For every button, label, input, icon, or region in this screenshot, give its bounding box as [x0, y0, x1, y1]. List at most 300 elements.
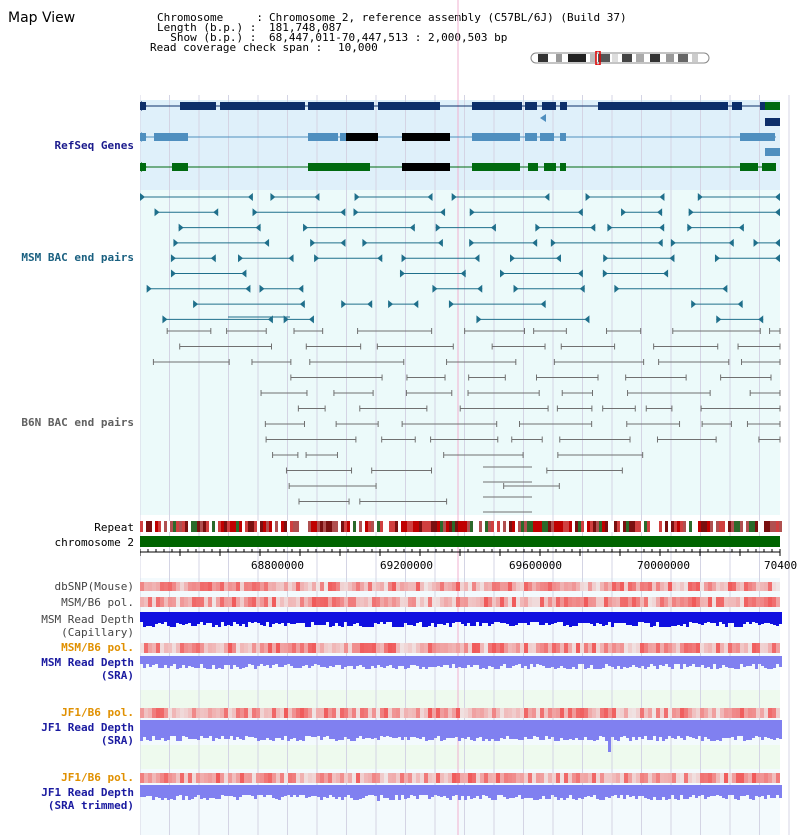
jf1-depth-sra-bar — [515, 720, 518, 739]
jf1-depth-sra-bar — [692, 720, 695, 738]
msm-depth-capillary-bar — [449, 612, 452, 627]
jf1-depth-trimmed-bar — [263, 785, 266, 797]
msm-b6-pol-cell — [240, 597, 244, 607]
dbsnp-cell — [604, 582, 608, 591]
msm-depth-capillary-bar — [569, 612, 572, 627]
dbsnp-cell — [592, 582, 596, 591]
msm-depth-capillary-bar — [767, 612, 770, 623]
jf1-b6-pol-cell — [364, 708, 368, 718]
jf1-depth-trimmed-bar — [680, 785, 683, 795]
msm-depth-capillary-bar — [674, 612, 677, 626]
dbsnp-cell — [576, 582, 580, 591]
repeat-segment — [212, 521, 215, 532]
repeat-segment — [410, 521, 413, 532]
jf1-b6-pol-2-cell — [764, 773, 768, 783]
repeat-segment — [767, 521, 770, 532]
jf1-b6-pol-cell — [612, 708, 616, 718]
msm-b6-pol-cell — [388, 597, 392, 607]
jf1-b6-pol-cell — [192, 708, 196, 718]
jf1-b6-pol-2-cell — [416, 773, 420, 783]
msm-depth-capillary-bar — [662, 612, 665, 627]
dbsnp-cell — [260, 582, 264, 591]
jf1-b6-pol-cell — [456, 708, 460, 718]
jf1-depth-trimmed-bar — [482, 785, 485, 795]
jf1-b6-pol-2-cell — [492, 773, 496, 783]
dbsnp-cell — [436, 582, 440, 591]
jf1-depth-sra-bar — [560, 720, 563, 738]
msm-depth-capillary-bar — [209, 612, 212, 623]
jf1-b6-pol-cell — [416, 708, 420, 718]
jf1-depth-trimmed-bar — [164, 785, 167, 798]
msm-depth-sra-bar — [296, 656, 299, 668]
repeat-segment — [269, 521, 272, 532]
msm-depth-sra-bar — [320, 656, 323, 667]
msm-depth-capillary-bar — [713, 612, 716, 623]
msm-depth-capillary-bar — [206, 612, 209, 623]
jf1-depth-trimmed-bar — [260, 785, 263, 795]
msm-b6-pol-2-cell — [168, 643, 172, 653]
msm-b6-pol-cell — [592, 597, 596, 607]
repeat-segment — [620, 521, 623, 532]
msm-b6-pol-2-cell — [772, 643, 776, 653]
msm-b6-pol-cell — [144, 597, 148, 607]
repeat-segment — [506, 521, 509, 532]
msm-depth-sra-bar — [761, 656, 764, 666]
repeat-segment — [755, 521, 758, 532]
jf1-depth-trimmed-bar — [614, 785, 617, 795]
msm-b6-pol-cell — [512, 597, 516, 607]
jf1-b6-pol-2-cell — [564, 773, 568, 783]
map-canvas[interactable] — [140, 0, 800, 835]
msm-depth-sra-bar — [581, 656, 584, 664]
msm-depth-capillary-bar — [302, 612, 305, 623]
jf1-depth-sra-bar — [176, 720, 179, 741]
repeat-segment — [383, 521, 386, 532]
jf1-depth-sra-bar — [509, 720, 512, 739]
jf1-depth-sra-bar — [365, 720, 368, 738]
msm-depth-sra-bar — [542, 656, 545, 666]
msm-depth-sra-bar — [512, 656, 515, 666]
repeat-segment — [521, 521, 524, 532]
jf1-b6-pol-cell — [504, 708, 508, 718]
msm-depth-capillary-bar — [743, 612, 746, 624]
msm-b6-pol-2-cell — [764, 643, 768, 653]
repeat-segment — [749, 521, 752, 532]
msm-depth-capillary-bar — [749, 612, 752, 624]
jf1-b6-pol-2-cell — [660, 773, 664, 783]
repeat-segment — [422, 521, 425, 532]
jf1-depth-sra-bar — [500, 720, 503, 738]
jf1-b6-pol-cell — [768, 708, 772, 718]
msm-depth-sra-bar — [659, 656, 662, 665]
msm-depth-sra-bar — [224, 656, 227, 665]
msm-depth-capillary-bar — [293, 612, 296, 624]
gene-black-block — [402, 163, 450, 171]
jf1-depth-sra-bar — [266, 720, 269, 738]
repeat-segment — [623, 521, 626, 532]
msm-b6-pol-cell — [500, 597, 504, 607]
jf1-b6-pol-2-cell — [352, 773, 356, 783]
msm-depth-sra-bar — [713, 656, 716, 664]
repeat-segment — [593, 521, 596, 532]
repeat-segment — [161, 521, 164, 532]
msm-b6-pol-2-cell — [504, 643, 508, 653]
jf1-depth-trimmed-bar — [770, 785, 773, 798]
jf1-depth-trimmed-bar — [662, 785, 665, 797]
jf1-depth-trimmed-bar — [587, 785, 590, 796]
msm-depth-sra-bar — [527, 656, 530, 669]
jf1-b6-pol-2-cell — [576, 773, 580, 783]
msm-b6-pol-2-cell — [684, 643, 688, 653]
msm-depth-sra-bar — [683, 656, 686, 664]
msm-depth-capillary-bar — [542, 612, 545, 625]
repeat-segment — [419, 521, 422, 532]
msm-b6-pol-2-cell — [212, 643, 216, 653]
jf1-depth-sra-bar — [230, 720, 233, 736]
jf1-b6-pol-2-cell — [440, 773, 444, 783]
msm-b6-pol-2-cell — [416, 643, 420, 653]
msm-depth-sra-bar — [767, 656, 770, 669]
jf1-b6-pol-cell — [584, 708, 588, 718]
dbsnp-cell — [748, 582, 752, 591]
dbsnp-cell — [244, 582, 248, 591]
msm-depth-capillary-bar — [494, 612, 497, 622]
gene-green-exon — [172, 163, 188, 171]
jf1-depth-sra-bar — [392, 720, 395, 738]
repeat-segment — [446, 521, 449, 532]
jf1-depth-sra-bar — [389, 720, 392, 737]
jf1-depth-trimmed-bar — [386, 785, 389, 798]
msm-depth-sra-bar — [407, 656, 410, 668]
jf1-b6-pol-cell — [776, 708, 780, 718]
jf1-depth-trimmed-bar — [485, 785, 488, 796]
jf1-b6-pol-cell — [728, 708, 732, 718]
dbsnp-cell — [452, 582, 456, 591]
jf1-b6-pol-cell — [592, 708, 596, 718]
jf1-depth-sra-bar — [584, 720, 587, 737]
msm-depth-sra-bar — [632, 656, 635, 665]
jf1-depth-sra-bar — [464, 720, 467, 739]
jf1-b6-pol-2-cell — [224, 773, 228, 783]
repeat-segment — [251, 521, 254, 532]
jf1-b6-pol-2-cell — [176, 773, 180, 783]
jf1-depth-sra-bar — [593, 720, 596, 741]
msm-depth-capillary-bar — [584, 612, 587, 623]
jf1-depth-trimmed-bar — [599, 785, 602, 800]
gene-navy-tail — [765, 118, 780, 126]
msm-depth-capillary-bar — [374, 612, 377, 623]
jf1-b6-pol-cell — [740, 708, 744, 718]
jf1-depth-sra-bar — [302, 720, 305, 741]
msm-b6-pol-cell — [464, 597, 468, 607]
msm-depth-capillary-bar — [359, 612, 362, 626]
msm-b6-pol-cell — [328, 597, 332, 607]
gene-green-exon — [560, 163, 566, 171]
jf1-depth-sra-bar — [647, 720, 650, 740]
repeat-segment — [773, 521, 776, 532]
jf1-depth-sra-bar — [344, 720, 347, 737]
msm-b6-pol-cell — [696, 597, 700, 607]
jf1-depth-trimmed-bar — [254, 785, 257, 799]
dbsnp-cell — [704, 582, 708, 591]
msm-depth-capillary-bar — [338, 612, 341, 626]
jf1-b6-pol-2-cell — [752, 773, 756, 783]
repeat-segment — [263, 521, 266, 532]
repeat-segment — [674, 521, 677, 532]
jf1-depth-trimmed-bar — [452, 785, 455, 796]
jf1-b6-pol-2-cell — [488, 773, 492, 783]
jf1-depth-trimmed-bar — [398, 785, 401, 800]
length-key: Length (b.p.) : — [157, 21, 257, 34]
jf1-depth-sra-bar — [776, 720, 779, 738]
msm-depth-capillary-bar — [653, 612, 656, 626]
msm-depth-capillary-bar — [491, 612, 494, 624]
msm-b6-pol-cell — [564, 597, 568, 607]
repeat-segment — [407, 521, 410, 532]
jf1-b6-pol-2-cell — [692, 773, 696, 783]
msm-depth-sra-bar — [410, 656, 413, 665]
jf1-depth-trimmed-bar — [584, 785, 587, 797]
msm-b6-pol-cell — [292, 597, 296, 607]
jf1-depth-trimmed-bar — [362, 785, 365, 798]
dbsnp-cell — [472, 582, 476, 591]
jf1-b6-pol-2-cell — [536, 773, 540, 783]
dbsnp-cell — [652, 582, 656, 591]
jf1-b6-pol-2-cell — [164, 773, 168, 783]
msm-depth-capillary-bar — [422, 612, 425, 627]
msm-b6-pol-cell — [556, 597, 560, 607]
msm-depth-capillary-bar — [437, 612, 440, 624]
repeat-segment — [197, 521, 200, 532]
msm-b6-pol-2-cell — [592, 643, 596, 653]
jf1-b6-pol-cell — [716, 708, 720, 718]
msm-depth-capillary-bar — [452, 612, 455, 623]
msm-b6-pol-2-cell — [268, 643, 272, 653]
dbsnp-cell — [388, 582, 392, 591]
jf1-depth-sra-bar — [686, 720, 689, 736]
repeat-segment — [230, 521, 233, 532]
msm-depth-capillary-bar — [395, 612, 398, 627]
msm-depth-capillary-bar — [191, 612, 194, 626]
msm-depth-sra-bar — [620, 656, 623, 669]
jf1-depth-trimmed-bar — [716, 785, 719, 795]
jf1-b6-pol-cell — [496, 708, 500, 718]
jf1-b6-pol-cell — [268, 708, 272, 718]
dbsnp-cell — [440, 582, 444, 591]
jf1-depth-sra-bar — [272, 720, 275, 741]
msm-depth-capillary-bar — [635, 612, 638, 626]
msm-b6-pol-cell — [488, 597, 492, 607]
jf1-depth-sra-bar — [413, 720, 416, 737]
jf1-depth-sra-bar — [341, 720, 344, 740]
dbsnp-cell — [532, 582, 536, 591]
jf1-b6-pol-cell — [384, 708, 388, 718]
msm-depth-sra-bar — [644, 656, 647, 669]
jf1-depth-sra-bar — [440, 720, 443, 741]
dbsnp-cell — [348, 582, 352, 591]
jf1-depth-sra-bar — [557, 720, 560, 741]
msm-b6-pol-2-cell — [408, 643, 412, 653]
repeat-segment — [143, 521, 146, 532]
msm-b6-pol-cell — [300, 597, 304, 607]
jf1-depth-sra-bar — [362, 720, 365, 739]
jf1-b6-pol-cell — [672, 708, 676, 718]
jf1-b6-pol-2-cell — [700, 773, 704, 783]
jf1-depth-sra-bar — [620, 720, 623, 737]
msm-depth-capillary-bar — [386, 612, 389, 622]
msm-depth-capillary-bar — [290, 612, 293, 624]
msm-b6-pol-cell — [756, 597, 760, 607]
jf1-depth-sra-bar — [338, 720, 341, 740]
jf1-depth-sra-bar — [689, 720, 692, 737]
msm-depth-capillary-bar — [179, 612, 182, 624]
jf1-depth-sra-bar — [197, 720, 200, 740]
msm-b6-pol-2-cell — [724, 643, 728, 653]
dbsnp-cell — [376, 582, 380, 591]
repeat-segment — [725, 521, 728, 532]
msm-b6-pol-2-cell — [776, 643, 780, 653]
jf1-b6-pol-2-cell — [360, 773, 364, 783]
label-msm-bac: MSM BAC end pairs — [21, 251, 134, 264]
jf1-depth-sra-bar — [587, 720, 590, 740]
msm-depth-sra-bar — [602, 656, 605, 668]
dbsnp-cell — [588, 582, 592, 591]
msm-depth-capillary-bar — [461, 612, 464, 624]
msm-b6-pol-2-cell — [688, 643, 692, 653]
jf1-depth-sra-bar — [425, 720, 428, 741]
msm-depth-sra-bar — [401, 656, 404, 666]
jf1-depth-trimmed-bar — [140, 785, 143, 797]
jf1-b6-pol-cell — [588, 708, 592, 718]
msm-depth-capillary-bar — [428, 612, 431, 626]
jf1-depth-trimmed-bar — [218, 785, 221, 799]
gene-navy-exon — [472, 102, 522, 110]
jf1-depth-trimmed-bar — [698, 785, 701, 796]
jf1-depth-sra-bar — [455, 720, 458, 737]
msm-b6-pol-cell — [188, 597, 192, 607]
jf1-b6-pol-cell — [556, 708, 560, 718]
repeat-segment — [335, 521, 338, 532]
jf1-depth-sra-bar — [728, 720, 731, 738]
jf1-b6-pol-cell — [408, 708, 412, 718]
repeat-segment — [704, 521, 707, 532]
gene-navy-exon — [180, 102, 216, 110]
msm-b6-pol-cell — [288, 597, 292, 607]
msm-b6-pol-cell — [648, 597, 652, 607]
msm-depth-capillary-bar — [347, 612, 350, 626]
msm-b6-pol-cell — [672, 597, 676, 607]
msm-depth-capillary-bar — [518, 612, 521, 623]
jf1-b6-pol-cell — [668, 708, 672, 718]
jf1-depth-trimmed-bar — [242, 785, 245, 795]
msm-b6-pol-cell — [316, 597, 320, 607]
jf1-depth-trimmed-bar — [368, 785, 371, 795]
jf1-depth-trimmed-bar — [206, 785, 209, 800]
repeat-segment — [209, 521, 212, 532]
jf1-b6-pol-2-cell — [464, 773, 468, 783]
jf1-depth-sra-bar — [155, 720, 158, 740]
jf1-b6-pol-cell — [240, 708, 244, 718]
msm-b6-pol-2-cell — [636, 643, 640, 653]
msm-depth-capillary-bar — [320, 612, 323, 625]
dbsnp-cell — [740, 582, 744, 591]
dbsnp-cell — [668, 582, 672, 591]
repeat-segment — [707, 521, 710, 532]
jf1-b6-pol-cell — [388, 708, 392, 718]
msm-depth-capillary-bar — [575, 612, 578, 626]
repeat-segment — [698, 521, 701, 532]
msm-depth-sra-bar — [389, 656, 392, 665]
jf1-depth-trimmed-bar — [551, 785, 554, 795]
jf1-depth-trimmed-bar — [749, 785, 752, 799]
msm-b6-pol-cell — [344, 597, 348, 607]
jf1-depth-sra-bar — [566, 720, 569, 740]
msm-b6-pol-2-cell — [628, 643, 632, 653]
msm-depth-capillary-bar — [560, 612, 563, 622]
jf1-b6-pol-cell — [316, 708, 320, 718]
repeat-segment — [185, 521, 188, 532]
jf1-depth-sra-bar — [332, 720, 335, 739]
jf1-depth-trimmed-bar — [668, 785, 671, 799]
msm-b6-pol-cell — [540, 597, 544, 607]
msm-b6-pol-2-cell — [704, 643, 708, 653]
msm-b6-pol-2-cell — [236, 643, 240, 653]
msm-b6-pol-2-cell — [208, 643, 212, 653]
gene-navy-exon — [542, 102, 556, 110]
msm-depth-capillary-bar — [497, 612, 500, 622]
msm-b6-pol-2-cell — [224, 643, 228, 653]
jf1-depth-trimmed-bar — [179, 785, 182, 795]
repeat-segment — [152, 521, 155, 532]
msm-depth-capillary-bar — [182, 612, 185, 625]
gene-teal-exon — [525, 133, 537, 141]
msm-depth-sra-bar — [377, 656, 380, 665]
jf1-depth-trimmed-bar — [332, 785, 335, 797]
jf1-depth-trimmed-bar — [539, 785, 542, 799]
jf1-depth-trimmed-bar — [443, 785, 446, 796]
jf1-depth-sra-bar — [488, 720, 491, 741]
dbsnp-cell — [324, 582, 328, 591]
jf1-depth-trimmed-bar — [383, 785, 386, 798]
msm-b6-pol-2-cell — [756, 643, 760, 653]
msm-depth-capillary-bar — [563, 612, 566, 626]
jf1-depth-trimmed-bar — [653, 785, 656, 797]
msm-b6-pol-cell — [196, 597, 200, 607]
jf1-b6-pol-2-cell — [628, 773, 632, 783]
dbsnp-cell — [448, 582, 452, 591]
jf1-depth-trimmed-bar — [464, 785, 467, 800]
repeat-segment — [512, 521, 515, 532]
jf1-depth-trimmed-bar — [626, 785, 629, 795]
jf1-b6-pol-2-cell — [332, 773, 336, 783]
jf1-depth-trimmed-bar — [467, 785, 470, 796]
msm-b6-pol-2-cell — [604, 643, 608, 653]
msm-depth-capillary-bar — [533, 612, 536, 622]
jf1-depth-sra-bar — [725, 720, 728, 738]
repeat-segment — [191, 521, 194, 532]
jf1-depth-sra-bar — [596, 720, 599, 740]
jf1-b6-pol-cell — [472, 708, 476, 718]
jf1-b6-pol-cell — [172, 708, 176, 718]
axis-tick-label: 69200000 — [380, 559, 433, 572]
msm-b6-pol-cell — [700, 597, 704, 607]
msm-b6-pol-2-cell — [296, 643, 300, 653]
msm-depth-capillary-bar — [521, 612, 524, 623]
jf1-depth-trimmed-bar — [293, 785, 296, 795]
msm-b6-pol-2-cell — [644, 643, 648, 653]
dbsnp-cell — [504, 582, 508, 591]
repeat-segment — [548, 521, 551, 532]
